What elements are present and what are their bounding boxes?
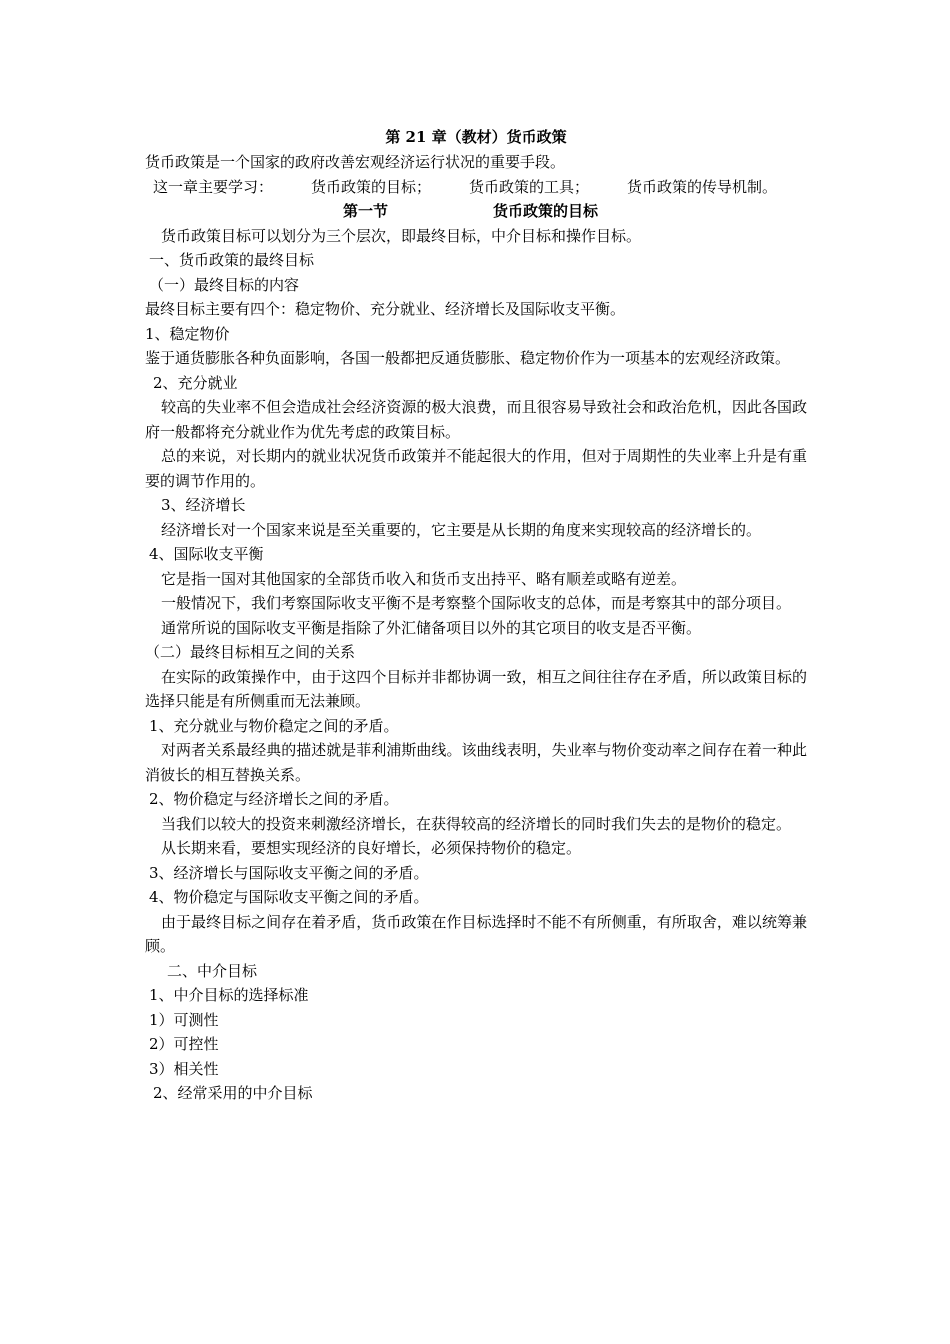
heading-level3: 2、物价稳定与经济增长之间的矛盾。	[149, 790, 399, 808]
paragraph: 通常所说的国际收支平衡是指除了外汇储备项目以外的其它项目的收支是否平衡。	[161, 618, 702, 637]
paragraph: 由于最终目标之间存在着矛盾，货币政策在作目标选择时不能不有所侧重，有所取舍，难以统筹兼顾。	[145, 912, 807, 955]
heading-level1: 二、中介目标	[167, 961, 258, 980]
heading-level1: 一、货币政策的最终目标	[149, 251, 315, 269]
heading-level3: 2、充分就业	[153, 373, 238, 392]
study-item-goals: 货币政策的目标；	[311, 177, 432, 196]
study-lead: 这一章主要学习：	[153, 177, 274, 196]
heading-level3: 4、物价稳定与国际收支平衡之间的矛盾。	[149, 888, 429, 906]
section-heading	[145, 199, 807, 224]
study-item-mechanism: 货币政策的传导机制。	[627, 177, 778, 196]
paragraph: 鉴于通货膨胀各种负面影响，各国一般都把反通货膨胀、稳定物价作为一项基本的宏观经济政策。	[145, 349, 791, 367]
paragraph: 当我们以较大的投资来刺激经济增长，在获得较高的经济增长的同时我们失去的是物价的稳定。	[161, 814, 792, 833]
heading-level2: （二）最终目标相互之间的关系	[145, 643, 356, 661]
list-item: 1）可测性	[149, 1010, 219, 1029]
heading-level3: 2、经常采用的中介目标	[153, 1084, 313, 1102]
study-item-tools: 货币政策的工具；	[469, 177, 590, 196]
heading-level3: 3、经济增长与国际收支平衡之间的矛盾。	[149, 863, 429, 882]
heading-level3: 1、中介目标的选择标准	[149, 986, 309, 1004]
section-label: 第一节	[343, 202, 389, 220]
document-body	[145, 124, 807, 1106]
chapter-title: 第 21 章（教材）货币政策	[385, 128, 567, 146]
paragraph: 它是指一国对其他国家的全部货币收入和货币支出持平、略有顺差或略有逆差。	[161, 569, 687, 588]
paragraph: 从长期来看，要想实现经济的良好增长，必须保持物价的稳定。	[161, 839, 582, 857]
study-overview	[145, 175, 807, 200]
heading-level3: 3、经济增长	[161, 496, 246, 514]
paragraph: 较高的失业率不但会造成社会经济资源的极大浪费，而且很容易导致社会和政治危机，因此各国政府一般都将充分就业作为优先考虑的政策目标。	[145, 398, 807, 441]
paragraph: 一般情况下，我们考察国际收支平衡不是考察整个国际收支的总体，而是考察其中的部分项目。	[161, 594, 792, 612]
paragraph: 最终目标主要有四个：稳定物价、充分就业、经济增长及国际收支平衡。	[145, 300, 626, 318]
list-item: 2）可控性	[149, 1035, 219, 1053]
heading-level3: 1、稳定物价	[145, 324, 230, 343]
intro-paragraph: 货币政策是一个国家的政府改善宏观经济运行状况的重要手段。	[145, 153, 566, 171]
paragraph: 货币政策目标可以划分为三个层次，即最终目标，中介目标和操作目标。	[161, 226, 642, 245]
paragraph: 在实际的政策操作中，由于这四个目标并非都协调一致，相互之间往往存在矛盾，所以政策目标的选择只能是有所侧重而无法兼顾。	[145, 667, 807, 710]
section-name: 货币政策的目标	[493, 202, 599, 220]
heading-level3: 1、充分就业与物价稳定之间的矛盾。	[149, 716, 399, 735]
list-item: 3）相关性	[149, 1059, 219, 1078]
paragraph: 对两者关系最经典的描述就是菲利浦斯曲线。该曲线表明，失业率与物价变动率之间存在着一种此消彼长的相互替换关系。	[145, 741, 807, 784]
paragraph: 经济增长对一个国家来说是至关重要的，它主要是从长期的角度来实现较高的经济增长的。	[161, 520, 762, 539]
paragraph: 总的来说，对长期内的就业状况货币政策并不能起很大的作用，但对于周期性的失业率上升是有重要的调节作用的。	[145, 447, 807, 490]
heading-level3: 4、国际收支平衡	[149, 545, 264, 563]
heading-level2: （一）最终目标的内容	[149, 275, 300, 294]
